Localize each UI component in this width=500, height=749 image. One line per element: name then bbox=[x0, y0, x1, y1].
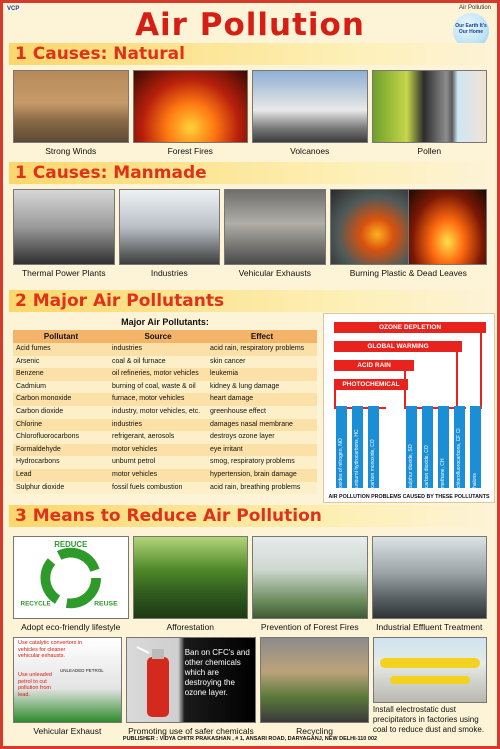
reduce-item-afforestation bbox=[133, 536, 249, 632]
reduce-item-vehicle bbox=[13, 637, 122, 736]
cell-effect: eye irritant bbox=[210, 445, 243, 453]
table-row bbox=[13, 444, 317, 457]
cell-effect: hypertension, brain damage bbox=[210, 470, 297, 478]
cell-effect: skin cancer bbox=[210, 357, 246, 365]
pollutants-table bbox=[13, 317, 317, 494]
page-title: Air Pollution bbox=[135, 7, 365, 43]
reduce-row-2 bbox=[13, 637, 487, 736]
cell-source: coal & oil furnace bbox=[112, 357, 166, 365]
caption: Adopt eco-friendly lifestyle bbox=[21, 622, 121, 632]
cell-source: furnace, motor vehicles bbox=[112, 395, 185, 403]
cell-effect: greenhouse effect bbox=[210, 407, 266, 415]
cell-source: motor vehicles bbox=[112, 470, 158, 478]
pollutant-column: oxides of nitrogen, NO bbox=[336, 406, 347, 488]
cell-effect: damages nasal membrane bbox=[210, 420, 293, 428]
caption: Thermal Power Plants bbox=[21, 268, 106, 278]
header-effect: Effect bbox=[250, 332, 274, 341]
pollution-problems-diagram bbox=[323, 313, 495, 503]
bar-acid-rain: ACID RAIN bbox=[334, 360, 414, 371]
bar-global-warming: GLOBAL WARMING bbox=[334, 341, 462, 352]
table-row bbox=[13, 368, 317, 381]
table-row bbox=[13, 381, 317, 394]
publisher-footer: PUBLISHER : VIDYA CHITR PRAKASHAN , # 1, ANSARI ROAD, DARYAGANJ, NEW DELHI-110 002 bbox=[122, 736, 378, 742]
unleaded-note: Use unleaded petrol to cut pollution from lead. bbox=[18, 672, 52, 698]
table-row bbox=[13, 469, 317, 482]
caption: Industries bbox=[150, 268, 188, 278]
pollutant-column: unburnt hydrocarbons, HC bbox=[352, 406, 363, 488]
caption: Volcanoes bbox=[290, 146, 330, 156]
header-pollutant: Pollutant bbox=[43, 332, 79, 341]
cell-source: industry, motor vehicles, etc. bbox=[112, 407, 201, 415]
volcano-photo bbox=[252, 70, 368, 143]
table-row bbox=[13, 356, 317, 369]
reduce-item-fire-prevention bbox=[252, 536, 368, 632]
manmade-item-industries bbox=[119, 189, 221, 278]
cell-effect: kidney & lung damage bbox=[210, 382, 280, 390]
pollutant-column: methane, CH bbox=[438, 406, 449, 488]
cell-pollutant: Carbon dioxide bbox=[16, 407, 64, 415]
pollutant-column: carbon dioxide, CO bbox=[422, 406, 433, 488]
table-row bbox=[13, 456, 317, 469]
effluent-plant-photo bbox=[372, 536, 488, 619]
section-title-manmade: 1 Causes: Manmade bbox=[9, 162, 491, 184]
recycle-icon bbox=[13, 536, 129, 619]
manmade-item-exhausts bbox=[224, 189, 326, 278]
cell-pollutant: Cadmium bbox=[16, 382, 46, 390]
caption: Strong Winds bbox=[45, 146, 97, 156]
cell-source: oil refineries, motor vehicles bbox=[112, 370, 199, 378]
table-row bbox=[13, 343, 317, 356]
forest-fire-photo bbox=[133, 70, 249, 143]
table-row bbox=[13, 431, 317, 444]
cell-source: refrigerant, aerosols bbox=[112, 433, 175, 441]
fire-prevention-photo bbox=[252, 536, 368, 619]
bar-photochemical-smog: PHOTOCHEMICAL SMOG bbox=[334, 379, 408, 390]
dust-storm-photo bbox=[13, 70, 129, 143]
cell-source: unburnt petrol bbox=[112, 458, 156, 466]
reduce-item-safer-chemicals bbox=[126, 637, 256, 736]
natural-causes-row bbox=[13, 70, 487, 156]
caption: Recycling bbox=[296, 726, 333, 736]
burning-photo bbox=[330, 189, 487, 265]
caption: Forest Fires bbox=[167, 146, 213, 156]
table-caption: Major Air Pollutants: bbox=[121, 317, 209, 327]
natural-item-winds bbox=[13, 70, 129, 156]
logo: VCP bbox=[7, 6, 20, 12]
caption: Promoting use of safer chemicals bbox=[128, 726, 254, 736]
caption: Vehicular Exhausts bbox=[238, 268, 311, 278]
eco-word-recycle: RECYCLE bbox=[20, 600, 51, 608]
connector-line bbox=[480, 333, 482, 409]
cell-pollutant: Chlorofluorocarbons bbox=[16, 433, 80, 441]
table-row bbox=[13, 406, 317, 419]
cell-pollutant: Sulphur dioxide bbox=[16, 483, 65, 491]
cell-effect: acid rain, breathing problems bbox=[210, 483, 301, 491]
traffic-photo bbox=[224, 189, 326, 265]
table-row bbox=[13, 419, 317, 432]
manmade-item-thermal bbox=[13, 189, 115, 278]
caption: Install electrostatic dust precipitators in factories using coal to reduce dust and smoke. bbox=[372, 705, 485, 734]
reduce-item-precipitator bbox=[373, 637, 487, 736]
corner-tag: Air Pollution bbox=[458, 5, 491, 11]
catalytic-note: Use catalytic convertors in vehicles for cleaner vehicular exhausts. bbox=[18, 640, 83, 659]
pollutant-column: chlorofluorocarbons, CF Cl bbox=[454, 406, 465, 488]
recycle-arrows-icon bbox=[14, 537, 128, 618]
eco-word-reduce: REDUCE bbox=[54, 539, 88, 549]
pollutant-column: sulphur dioxide, SO bbox=[406, 406, 417, 488]
caption: Burning Plastic & Dead Leaves bbox=[349, 268, 467, 278]
natural-item-volcanoes bbox=[252, 70, 368, 156]
precipitator-photo bbox=[373, 637, 487, 703]
cell-pollutant: Acid fumes bbox=[16, 345, 51, 352]
connector-line bbox=[456, 352, 458, 409]
cell-pollutant: Arsenic bbox=[16, 357, 40, 365]
caption: Industrial Effluent Treatment bbox=[376, 622, 483, 632]
reduce-row-1 bbox=[13, 536, 487, 632]
recycling-plant-photo bbox=[260, 637, 369, 723]
power-plant-photo bbox=[13, 189, 115, 265]
eco-word-reuse: REUSE bbox=[94, 600, 118, 608]
cell-pollutant: Carbon monoxide bbox=[16, 395, 72, 403]
cell-effect: smog, respiratory problems bbox=[210, 458, 295, 466]
earth-badge: Our Earth It's Our Home bbox=[453, 13, 489, 49]
reduce-item-recycling bbox=[260, 637, 369, 736]
cell-pollutant: Hydrocarbons bbox=[16, 458, 60, 466]
cell-source: motor vehicles bbox=[112, 445, 158, 453]
spray-can-photo bbox=[126, 637, 256, 723]
caption: Pollen bbox=[417, 146, 442, 156]
table-header bbox=[13, 330, 317, 343]
cell-source: industries bbox=[112, 420, 142, 428]
cell-source: burning of coal, waste & oil bbox=[112, 382, 196, 390]
manmade-item-burning bbox=[330, 189, 487, 278]
section-title-reduce: 3 Means to Reduce Air Pollution bbox=[9, 505, 491, 527]
reduce-item-effluent bbox=[372, 536, 488, 632]
table-row bbox=[13, 482, 317, 495]
cell-effect: acid rain, respiratory problems bbox=[210, 345, 305, 352]
cell-pollutant: Benzene bbox=[16, 370, 44, 378]
manmade-causes-row bbox=[13, 189, 487, 278]
pollutant-column: halons bbox=[470, 406, 481, 488]
cell-pollutant: Lead bbox=[16, 470, 32, 478]
table-row bbox=[13, 393, 317, 406]
factory-photo bbox=[119, 189, 221, 265]
reduce-item-eco bbox=[13, 536, 129, 632]
cell-pollutant: Formaldehyde bbox=[16, 445, 61, 453]
cell-effect: destroys ozone layer bbox=[210, 433, 275, 441]
cell-pollutant: Chlorine bbox=[16, 420, 43, 428]
section-title-natural: 1 Causes: Natural bbox=[9, 43, 491, 65]
fuel-nozzle-photo bbox=[13, 637, 122, 723]
cell-source: industries bbox=[112, 345, 142, 352]
section-title-pollutants: 2 Major Air Pollutants bbox=[9, 290, 491, 312]
forest-photo bbox=[133, 536, 249, 619]
table-body bbox=[13, 343, 317, 494]
natural-item-fires bbox=[133, 70, 249, 156]
caption: Afforestation bbox=[166, 622, 215, 632]
bar-ozone-depletion: OZONE DEPLETION bbox=[334, 322, 486, 333]
spray-can-icon bbox=[135, 641, 179, 721]
pollen-photo bbox=[372, 70, 488, 143]
cfc-ban-text: Ban on CFC's and other chemicals which are destroying the ozone layer. bbox=[184, 648, 250, 697]
natural-item-pollen bbox=[372, 70, 488, 156]
pollutant-column: carbon monoxide, CO bbox=[368, 406, 379, 488]
cell-source: fossil fuels combustion bbox=[112, 483, 183, 491]
caption: Prevention of Forest Fires bbox=[260, 622, 359, 632]
cell-effect: leukemia bbox=[210, 370, 239, 378]
header-source: Source bbox=[144, 332, 172, 341]
diagram-caption: AIR POLLUTION PROBLEMS CAUSED BY THESE POLLUTANTS bbox=[328, 494, 490, 500]
connector-line bbox=[404, 371, 406, 409]
pump-label: UNLEADED PETROL bbox=[60, 668, 104, 673]
cell-effect: heart damage bbox=[210, 395, 254, 403]
caption: Vehicular Exhaust bbox=[33, 726, 102, 736]
